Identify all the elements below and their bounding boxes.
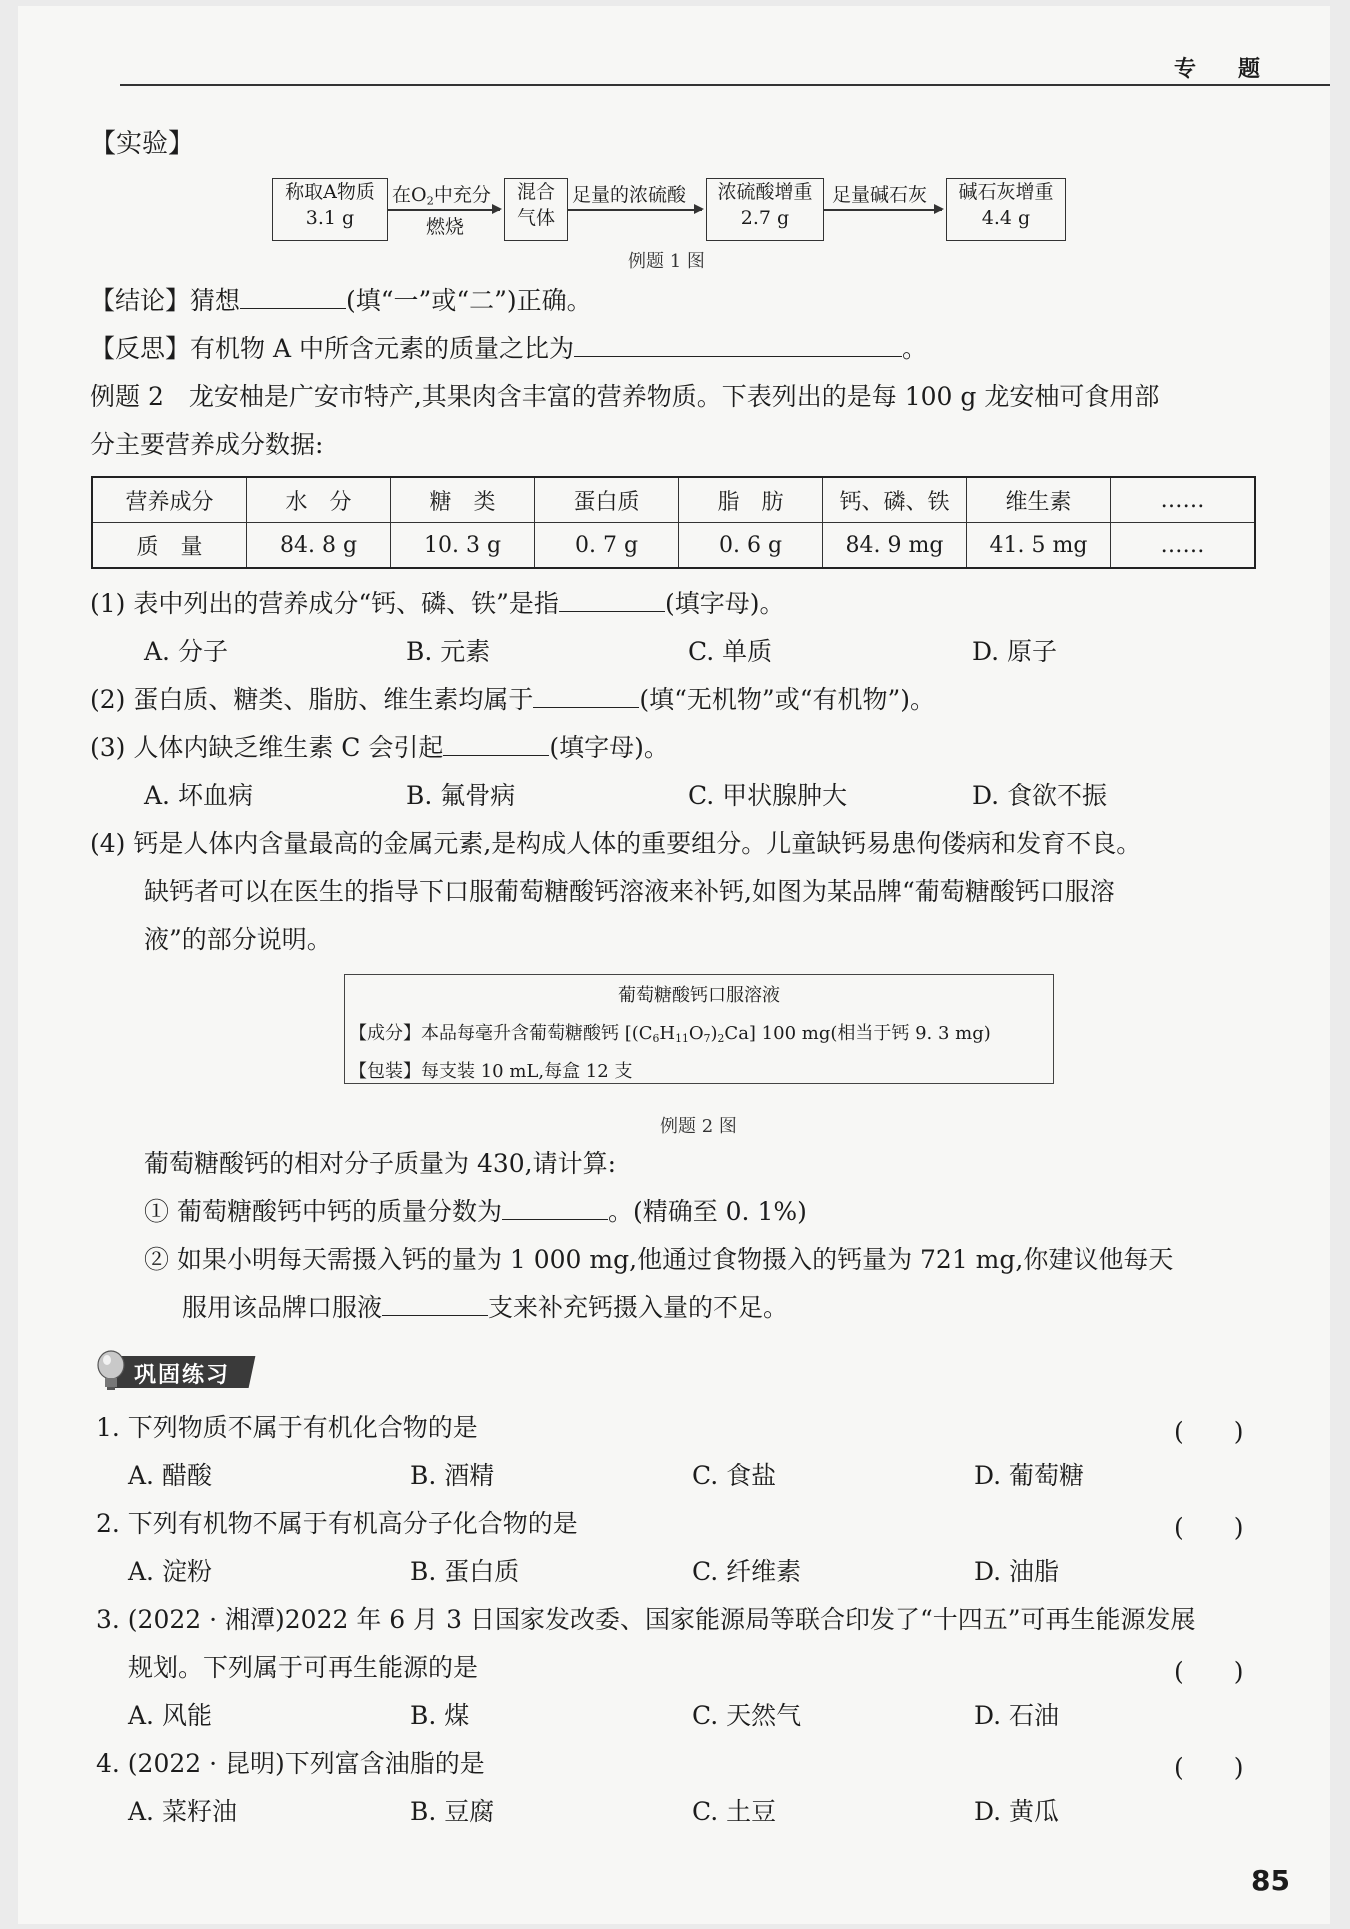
calc-intro: 葡萄糖酸钙的相对分子质量为 430,请计算: bbox=[144, 1149, 617, 1178]
option[interactable]: B. 酒精 bbox=[410, 1461, 495, 1490]
calc-question-2-line-2: 服用该品牌口服液 支来补充钙摄入量的不足。 bbox=[182, 1293, 789, 1322]
option[interactable]: D. 油脂 bbox=[974, 1557, 1060, 1586]
question-4: (4) 钙是人体内含量最高的金属元素,是构成人体的重要组分。儿童缺钙易患佝偻病和发育不良。 bbox=[90, 829, 1142, 858]
example2-intro-2: 分主要营养成分数据: bbox=[90, 430, 324, 459]
table-row bbox=[92, 523, 1255, 569]
answer-paren[interactable]: ( ) bbox=[1174, 1513, 1244, 1542]
question-3: (3) 人体内缺乏维生素 C 会引起 (填字母)。 bbox=[90, 733, 669, 762]
answer-blank[interactable] bbox=[382, 1293, 488, 1316]
table-cell: 84. 8 g bbox=[247, 523, 391, 569]
table-cell: …… bbox=[1111, 477, 1256, 523]
flow-step-text: 3.1 g bbox=[305, 207, 355, 229]
table-cell: 水 分 bbox=[247, 477, 391, 523]
option[interactable]: C. 甲状腺肿大 bbox=[688, 781, 848, 810]
flow-step-weigh bbox=[272, 178, 388, 241]
answer-blank[interactable] bbox=[574, 334, 902, 357]
answer-blank[interactable] bbox=[240, 286, 346, 309]
question-4-line-2: 缺钙者可以在医生的指导下口服葡萄糖酸钙溶液来补钙,如图为某品牌“葡萄糖酸钙口服溶 bbox=[144, 877, 1115, 906]
flow-step-gas bbox=[504, 178, 568, 241]
option[interactable]: C. 纤维素 bbox=[692, 1557, 802, 1586]
calc-question-1: ① 葡萄糖酸钙中钙的质量分数为 。(精确至 0. 1%) bbox=[144, 1197, 807, 1226]
answer-paren[interactable]: ( ) bbox=[1174, 1417, 1244, 1446]
table-cell: …… bbox=[1111, 523, 1256, 569]
table-cell: 脂 肪 bbox=[679, 477, 823, 523]
option[interactable]: D. 石油 bbox=[974, 1701, 1060, 1730]
nutrition-table bbox=[91, 476, 1256, 569]
answer-blank[interactable] bbox=[443, 733, 549, 756]
flow-arrow bbox=[824, 209, 942, 211]
option[interactable]: A. 淀粉 bbox=[128, 1557, 212, 1586]
experiment-heading: 【实验】 bbox=[90, 129, 195, 159]
option[interactable]: D. 食欲不振 bbox=[972, 781, 1108, 810]
option[interactable]: D. 原子 bbox=[972, 637, 1058, 666]
flow-step-text: 气体 bbox=[516, 207, 555, 229]
table-cell: 84. 9 mg bbox=[823, 523, 967, 569]
table-header-row bbox=[92, 477, 1255, 523]
option[interactable]: A. 风能 bbox=[128, 1701, 212, 1730]
conclusion-line: 【结论】猜想 (填“一”或“二”)正确。 bbox=[90, 286, 592, 315]
page-number: 85 bbox=[1251, 1864, 1290, 1897]
flow-arrow-label-burn: 在$O_2$中充分 bbox=[392, 184, 491, 208]
option[interactable]: A. 菜籽油 bbox=[128, 1797, 237, 1826]
option[interactable]: C. 食盐 bbox=[692, 1461, 777, 1490]
table-cell: 营养成分 bbox=[92, 477, 247, 523]
answer-paren[interactable]: ( ) bbox=[1174, 1753, 1244, 1782]
practice-badge bbox=[92, 1350, 254, 1392]
option[interactable]: B. 煤 bbox=[410, 1701, 470, 1730]
badge-label: 巩固练习 bbox=[134, 1363, 231, 1388]
flow-arrow-label-acid: 足量的浓硫酸 bbox=[572, 184, 687, 206]
product-label-title: 葡萄糖酸钙口服溶液 bbox=[618, 985, 780, 1006]
option[interactable]: B. 氟骨病 bbox=[406, 781, 516, 810]
flow-step-text: 4.4 g bbox=[981, 207, 1031, 229]
flow-step-text: 混合 bbox=[516, 181, 555, 203]
lightbulb-icon bbox=[96, 1350, 126, 1392]
product-label-package: 【包装】每支装 10 mL,每盒 12 支 bbox=[349, 1061, 633, 1082]
option[interactable]: D. 黄瓜 bbox=[974, 1797, 1060, 1826]
practice-question-1: 1. 下列物质不属于有机化合物的是 bbox=[96, 1413, 478, 1442]
header-rule bbox=[120, 84, 1330, 86]
table-cell: 质 量 bbox=[92, 523, 247, 569]
option[interactable]: B. 元素 bbox=[406, 637, 491, 666]
answer-blank[interactable] bbox=[533, 685, 639, 708]
flow-arrow-label-soda-lime: 足量碱石灰 bbox=[832, 184, 928, 206]
flow-step-acid-gain bbox=[706, 178, 824, 241]
flow-step-text: 碱石灰增重 bbox=[958, 181, 1054, 203]
question-1: (1) 表中列出的营养成分“钙、磷、铁”是指 (填字母)。 bbox=[90, 589, 785, 618]
question-2: (2) 蛋白质、糖类、脂肪、维生素均属于 (填“无机物”或“有机物”)。 bbox=[90, 685, 936, 714]
option[interactable]: C. 单质 bbox=[688, 637, 773, 666]
option[interactable]: B. 蛋白质 bbox=[410, 1557, 520, 1586]
answer-blank[interactable] bbox=[502, 1197, 608, 1220]
table-cell: 蛋白质 bbox=[535, 477, 679, 523]
practice-question-3-line-2: 规划。下列属于可再生能源的是 bbox=[128, 1653, 479, 1682]
example2-intro: 例题 2 龙安柚是广安市特产,其果肉含丰富的营养物质。下表列出的是每 100 g 龙安柚可食用部 bbox=[90, 382, 1160, 411]
product-label-ingredient: 【成分】本品每毫升含葡萄糖酸钙 $[(C_6H_{11}O_7)_2Ca]$ 100 mg(相当于钙 9. 3 mg) bbox=[349, 1023, 991, 1046]
table-cell: 10. 3 g bbox=[391, 523, 535, 569]
flow-arrow bbox=[568, 209, 702, 211]
answer-blank[interactable] bbox=[559, 589, 665, 612]
answer-paren[interactable]: ( ) bbox=[1174, 1657, 1244, 1686]
flow-step-text: 2.7 g bbox=[740, 207, 790, 229]
section-title: 专 题 bbox=[1173, 57, 1270, 82]
product-label-box bbox=[344, 974, 1054, 1084]
practice-question-4: 4. (2022 · 昆明)下列富含油脂的是 bbox=[96, 1749, 485, 1778]
reflection-line: 【反思】有机物 A 中所含元素的质量之比为 。 bbox=[90, 334, 927, 363]
flow-step-soda-lime-gain bbox=[946, 178, 1066, 241]
figure-caption-1: 例题 1 图 bbox=[628, 251, 705, 272]
option[interactable]: B. 豆腐 bbox=[410, 1797, 495, 1826]
option[interactable]: C. 土豆 bbox=[692, 1797, 777, 1826]
flow-step-text: 浓硫酸增重 bbox=[717, 181, 813, 203]
option[interactable]: A. 分子 bbox=[144, 637, 228, 666]
table-cell: 糖 类 bbox=[391, 477, 535, 523]
practice-question-3: 3. (2022 · 湘潭)2022 年 6 月 3 日国家发改委、国家能源局等联合印发了“十四五”可再生能源发展 bbox=[96, 1605, 1196, 1634]
option[interactable]: D. 葡萄糖 bbox=[974, 1461, 1085, 1490]
flow-step-text: 称取A物质 bbox=[285, 181, 375, 203]
calc-question-2: ② 如果小明每天需摄入钙的量为 1 000 mg,他通过食物摄入的钙量为 721 mg,你建议他每天 bbox=[144, 1245, 1174, 1274]
practice-question-2: 2. 下列有机物不属于有机高分子化合物的是 bbox=[96, 1509, 578, 1538]
option[interactable]: A. 醋酸 bbox=[128, 1461, 212, 1490]
table-cell: 41. 5 mg bbox=[967, 523, 1111, 569]
figure-caption-2: 例题 2 图 bbox=[660, 1116, 737, 1137]
table-cell: 维生素 bbox=[967, 477, 1111, 523]
flow-arrow bbox=[388, 209, 500, 211]
option[interactable]: A. 坏血病 bbox=[144, 781, 253, 810]
flow-arrow-label-burn-2: 燃烧 bbox=[426, 216, 465, 238]
table-cell: 钙、磷、铁 bbox=[823, 477, 967, 523]
option[interactable]: C. 天然气 bbox=[692, 1701, 802, 1730]
table-cell: 0. 7 g bbox=[535, 523, 679, 569]
table-cell: 0. 6 g bbox=[679, 523, 823, 569]
question-4-line-3: 液”的部分说明。 bbox=[144, 925, 332, 954]
